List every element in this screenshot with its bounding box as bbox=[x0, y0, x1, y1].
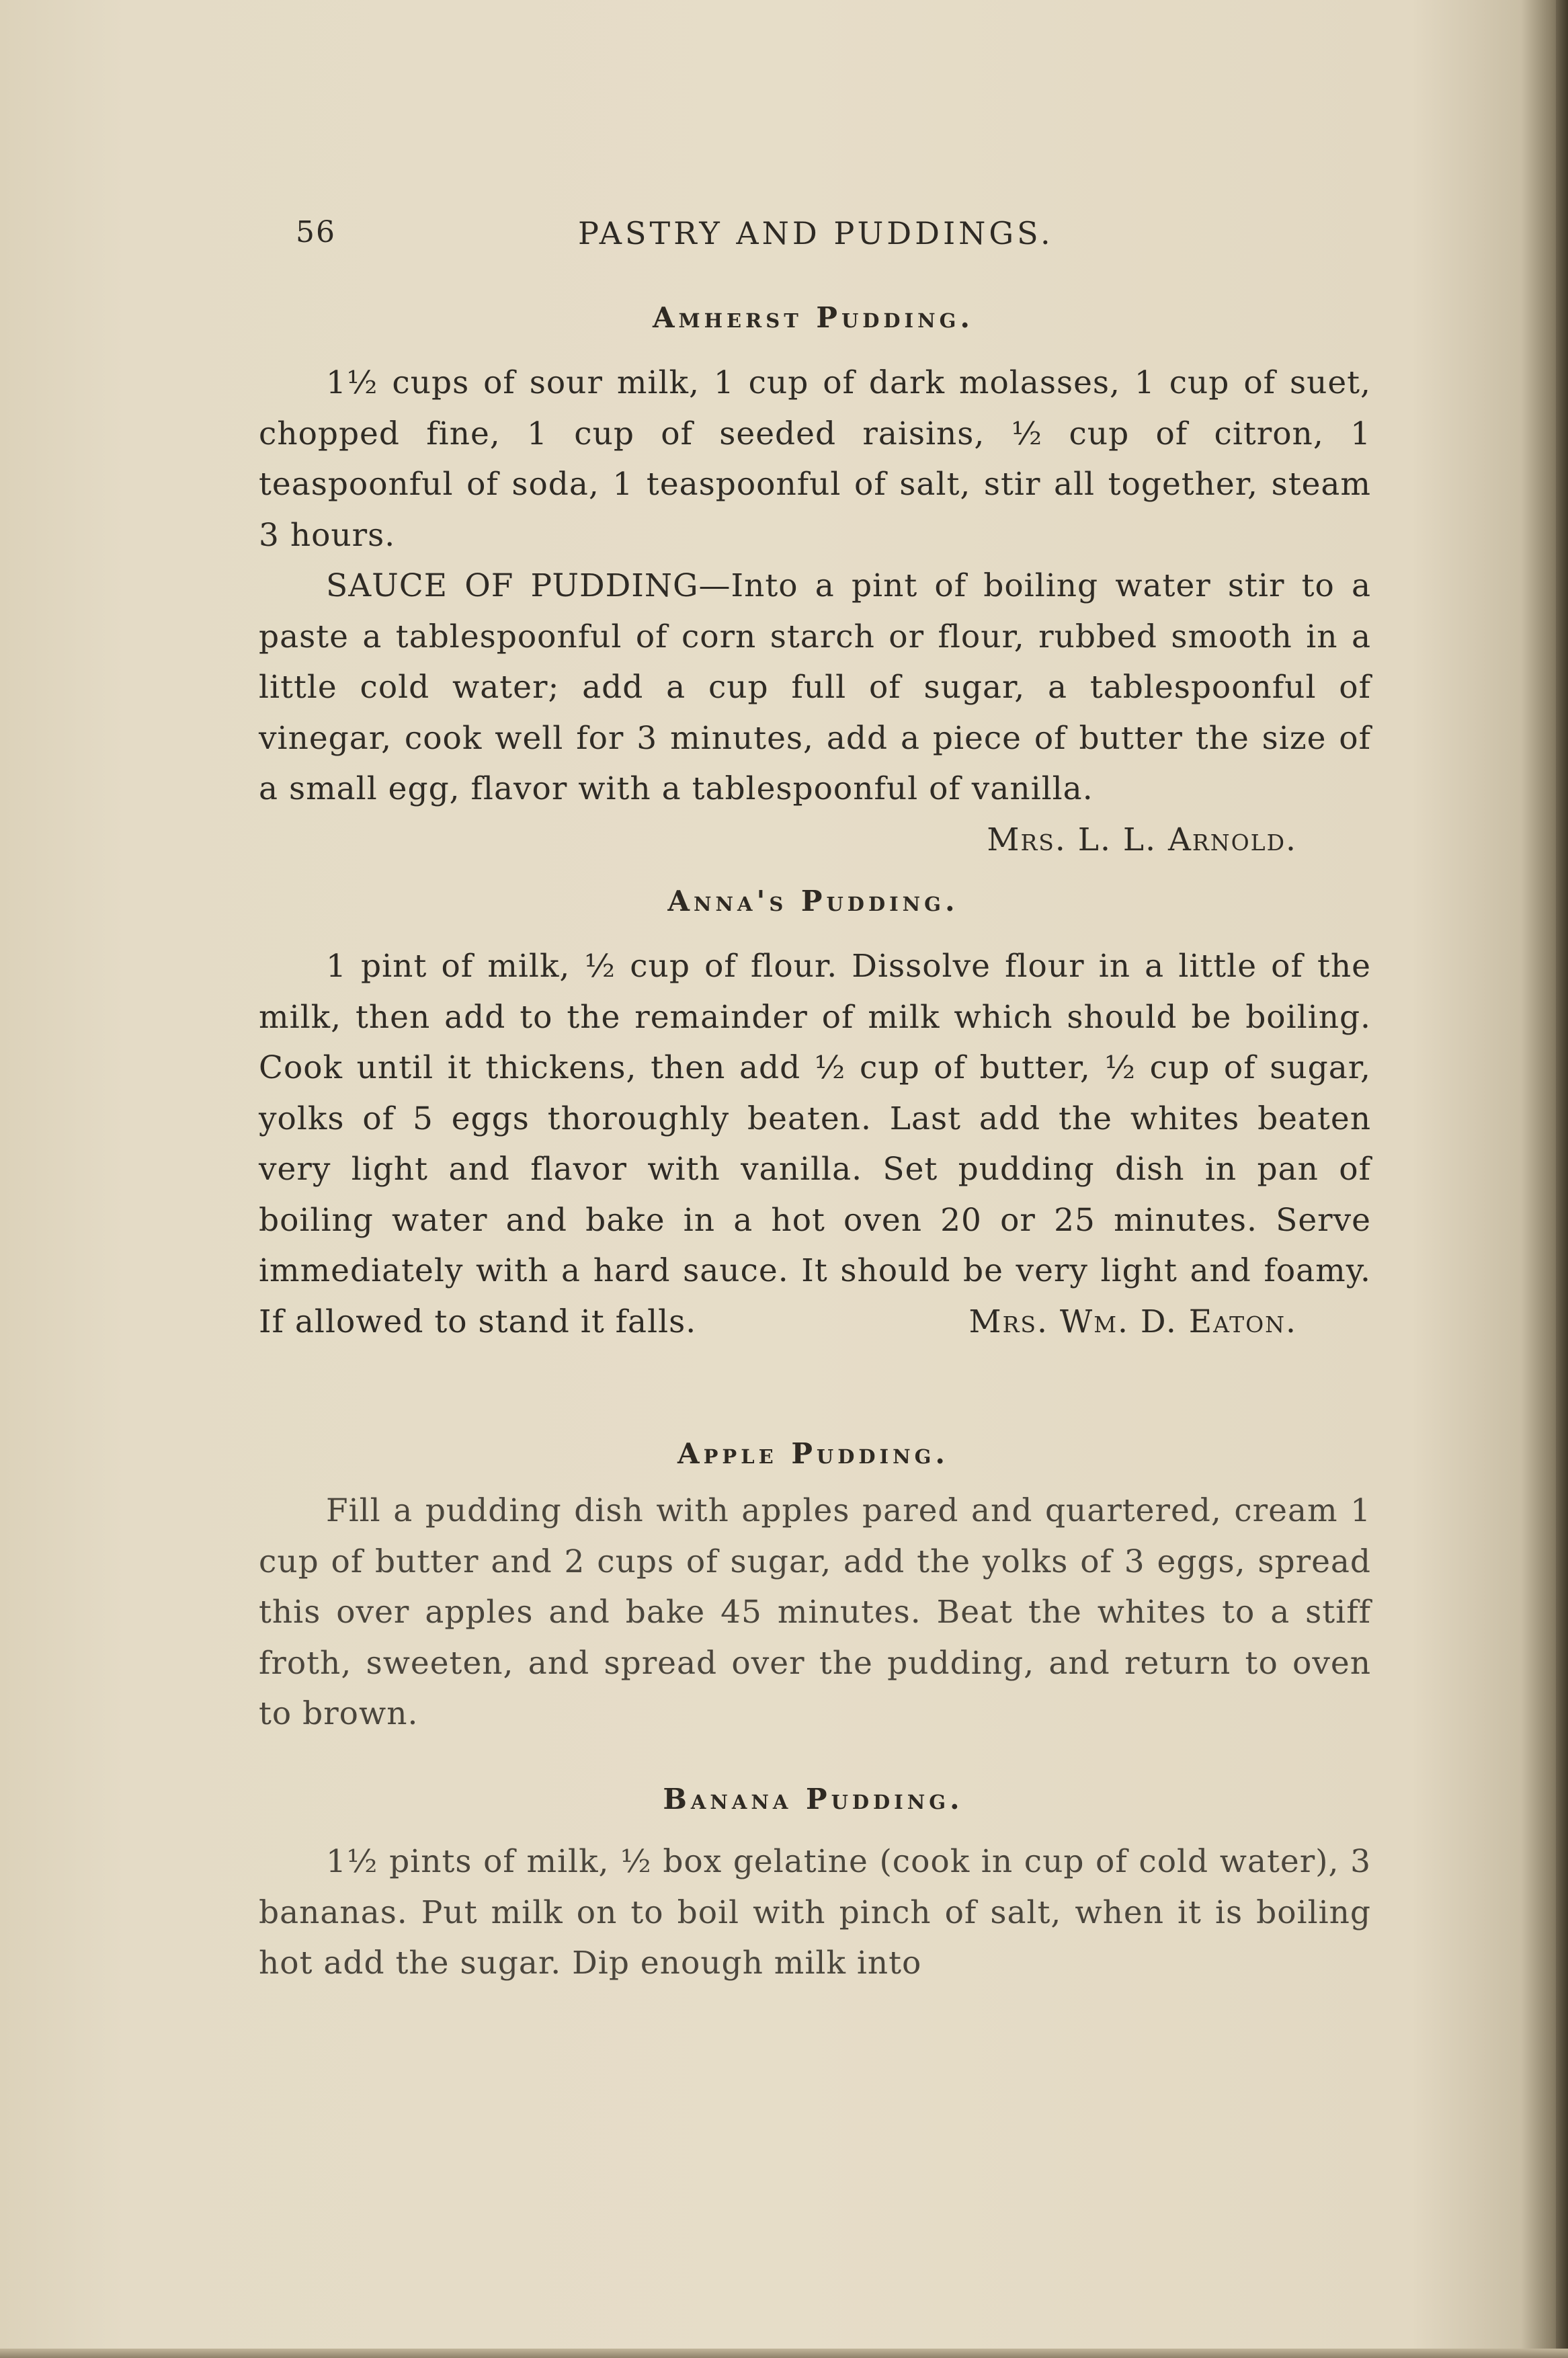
recipe-title-amherst: Amherst Pudding. bbox=[652, 301, 975, 334]
page-header bbox=[296, 215, 1385, 255]
anna-text: 1 pint of milk, ½ cup of flour. Dissolve flour in a little of the milk, then add to the remainder of milk which should be boiling. Cook until it thickens, then add ½ cup of butter, ½ cup of sugar, yolks of 5 eggs thoroughly beaten. Last add the whites beaten very light and flavor with vanilla. Set pudding dish in pan of boiling water and bake in a hot oven 20 or 25 minutes. Serve immediately with a hard sauce. It should be very light and foamy. If allowed to stand it falls. bbox=[259, 948, 1371, 1340]
sauce-text: SAUCE OF PUDDING—Into a pint of boiling water stir to a paste a tablespoonful of corn starch or flour, rubbed smooth in a little cold water; add a cup full of sugar, a tablespoonful of vinegar, cook well for 3 minutes, add a piece of butter the size of a small egg, flavor with a tablespoonful of vanilla. bbox=[259, 567, 1371, 807]
recipe-title-anna: Anna's Pudding. bbox=[667, 885, 959, 918]
page-number: 56 bbox=[296, 215, 336, 249]
recipe-paragraph-amherst-sauce bbox=[259, 561, 1371, 865]
recipe-paragraph-amherst: 1½ cups of sour milk, 1 cup of dark molasses, 1 cup of suet, chopped fine, 1 cup of seeded raisins, ½ cup of citron, 1 teaspoonful of soda, 1 teaspoonful of salt, stir all together, steam 3 hours. bbox=[259, 364, 1371, 554]
recipe-paragraph-banana: 1½ pints of milk, ½ box gelatine (cook in cup of cold water), 3 bananas. Put milk on to boil with pinch of salt, when it is boiling hot add the sugar. Dip enough milk into bbox=[259, 1843, 1371, 1982]
signature-eaton: Mrs. Wm. D. Eaton. bbox=[968, 1303, 1297, 1340]
page-bottom-edge bbox=[0, 2349, 1568, 2358]
signature-arnold: Mrs. L. L. Arnold. bbox=[987, 821, 1297, 858]
running-head: PASTRY AND PUDDINGS. bbox=[578, 215, 1054, 251]
recipe-title-banana: Banana Pudding. bbox=[663, 1783, 964, 1816]
book-spine-edge bbox=[1556, 0, 1568, 2358]
recipe-paragraph-anna bbox=[259, 941, 1371, 1347]
recipe-paragraph-apple: Fill a pudding dish with apples pared and quartered, cream 1 cup of butter and 2 cups of sugar, add the yolks of 3 eggs, spread this over apples and bake 45 minutes. Beat the whites to a stiff froth, sweeten, and spread over the pudding, and return to oven to brown. bbox=[259, 1492, 1371, 1732]
recipe-title-apple: Apple Pudding. bbox=[677, 1437, 949, 1470]
